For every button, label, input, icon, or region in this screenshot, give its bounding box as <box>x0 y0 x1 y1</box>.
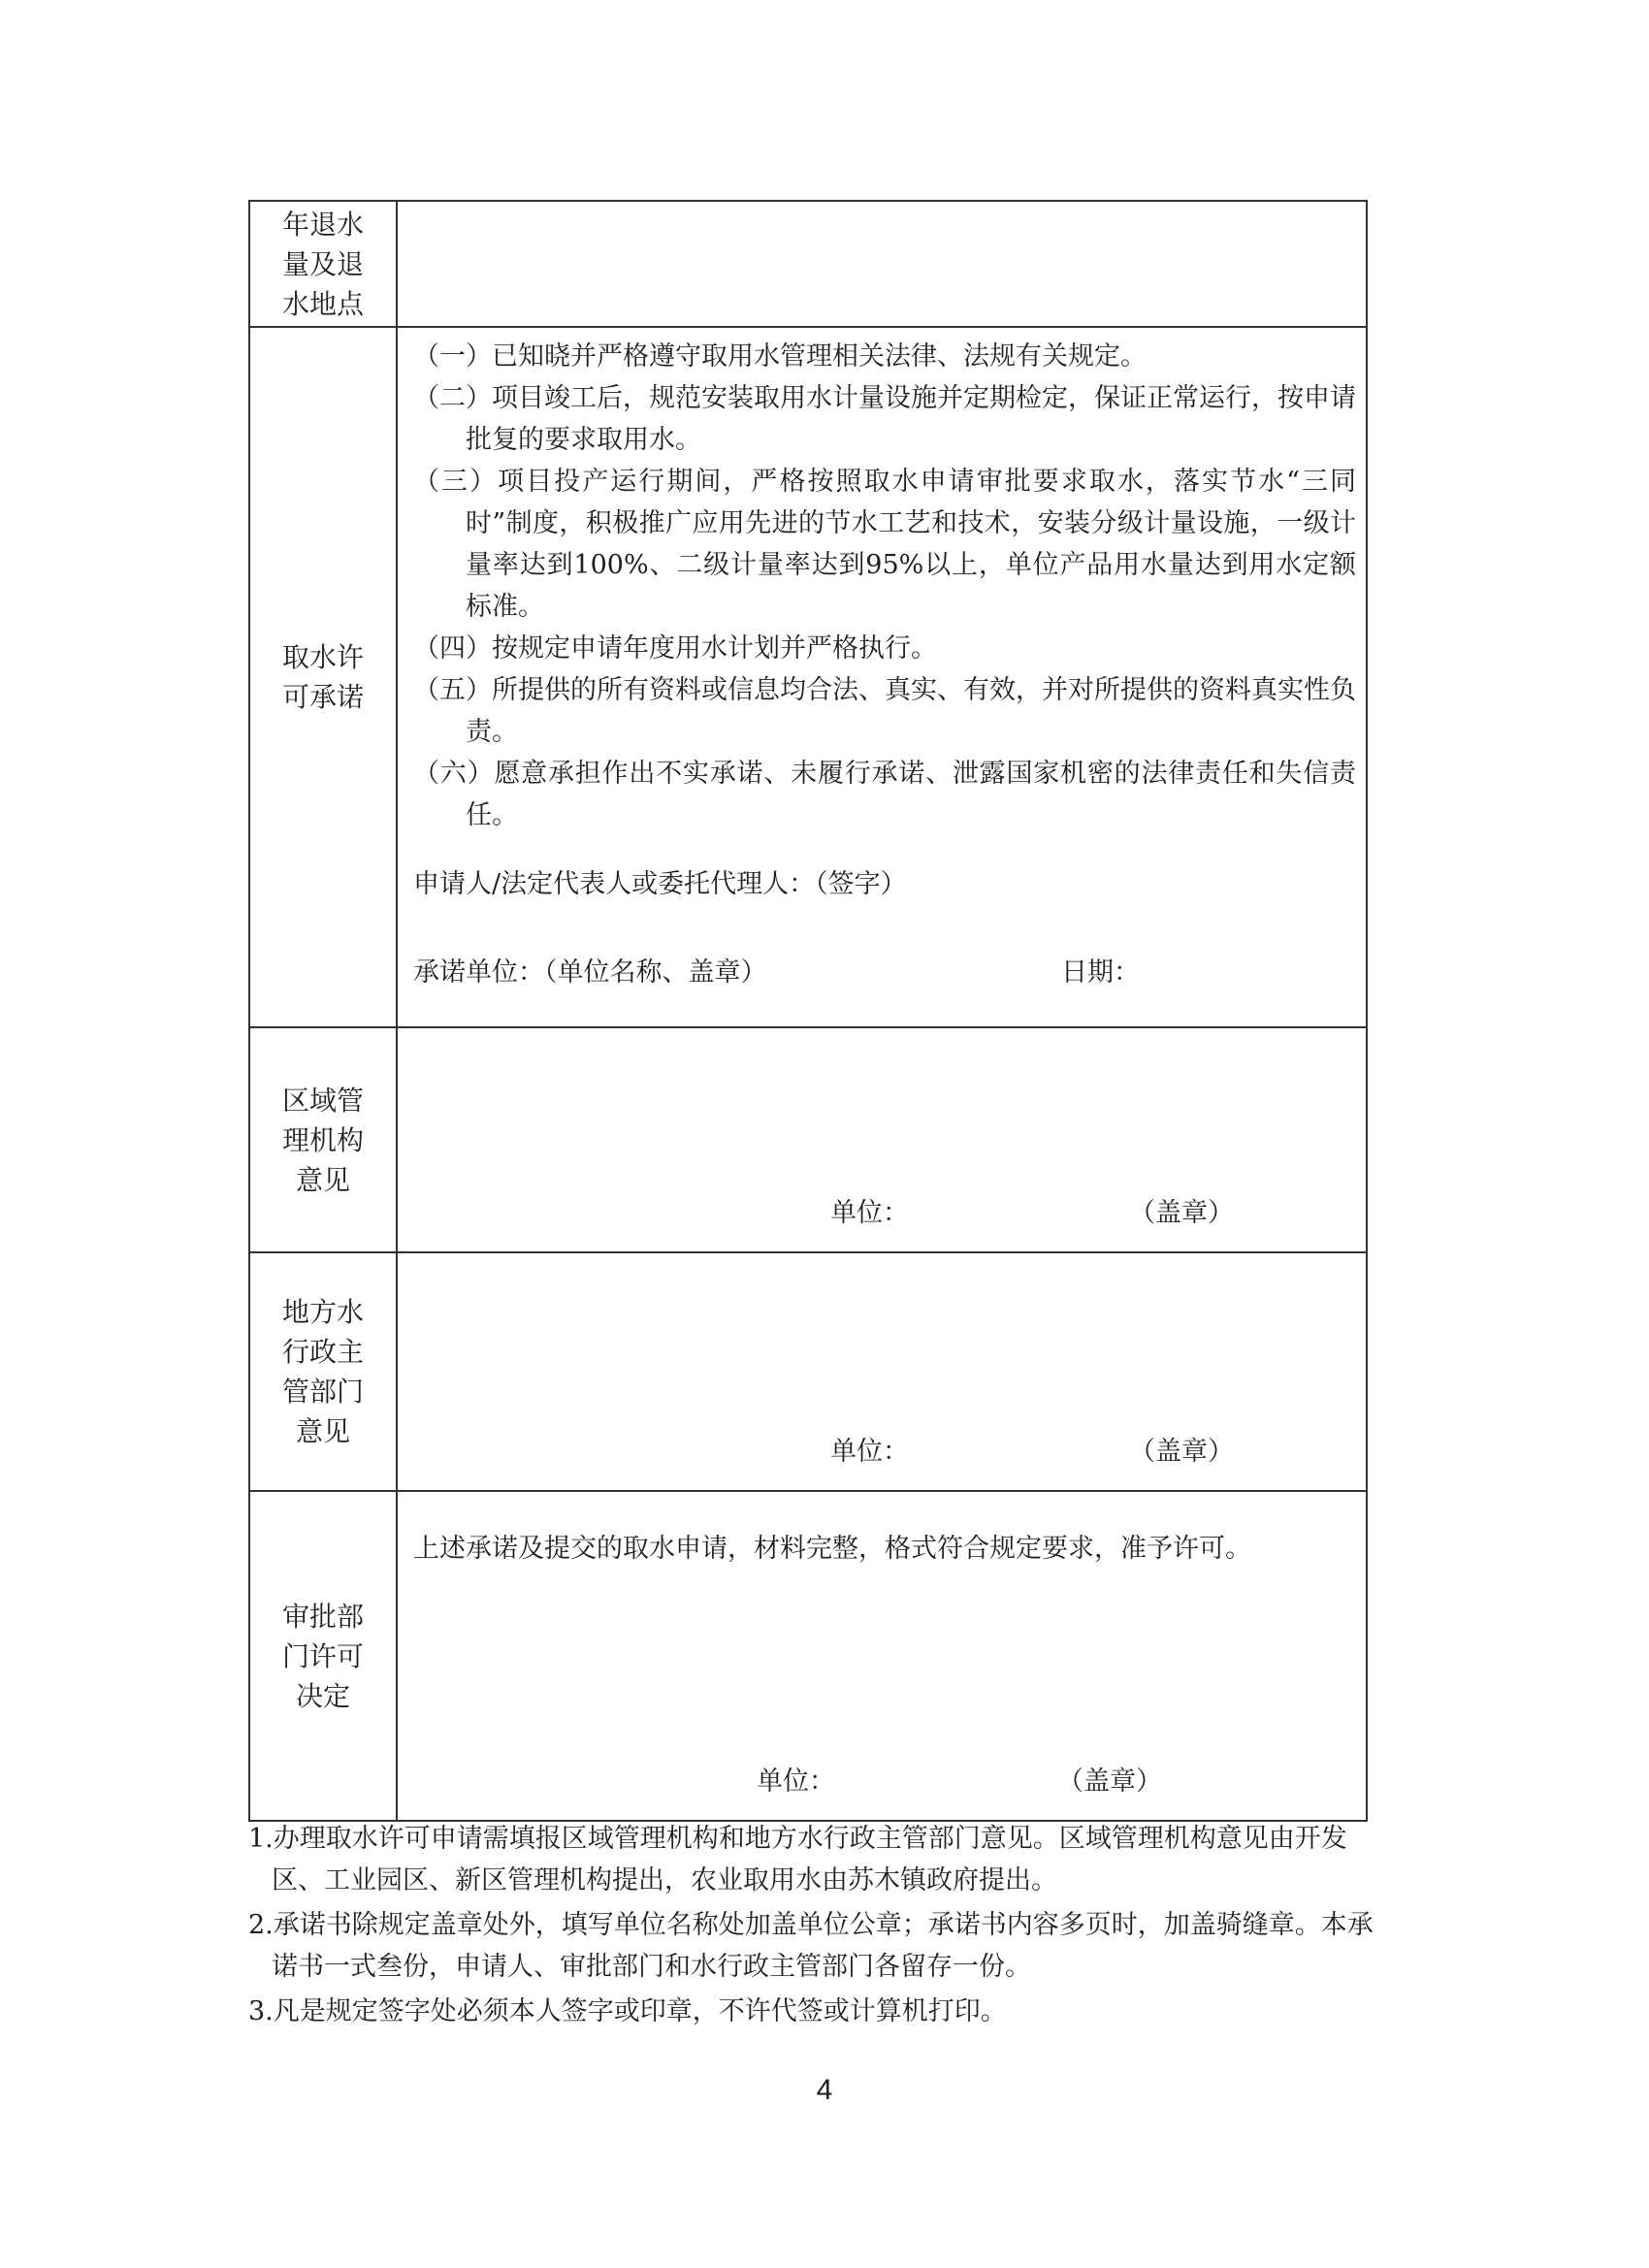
footnotes <box>248 1818 1374 2035</box>
water-permit-commitment-table <box>248 200 1368 1822</box>
row-label: 年退水量及退水地点 <box>281 208 364 320</box>
stamp-row <box>398 1191 1366 1230</box>
commitment-item: （五）所提供的所有资料或信息均合法、真实、有效，并对所提供的资料真实性负责。 <box>413 675 1356 747</box>
row-label: 审批部门许可决定 <box>281 1600 364 1712</box>
stamp-row <box>398 1430 1366 1469</box>
row-regional <box>249 1027 1367 1252</box>
label-cell <box>249 1252 397 1491</box>
stamp-row <box>398 1760 1366 1798</box>
row-local <box>249 1252 1367 1491</box>
regional-opinion-field[interactable] <box>397 1027 1367 1252</box>
approval-decision-field[interactable] <box>397 1491 1367 1821</box>
local-opinion-field[interactable] <box>397 1252 1367 1491</box>
commitment-unit-field[interactable]: 承诺单位：（单位名称、盖章） <box>413 957 767 988</box>
label-cell <box>249 327 397 1027</box>
footnote: 3.凡是规定签字处必须本人签字或印章，不许代签或计算机打印。 <box>248 1996 1007 2026</box>
page-number: 4 <box>816 2074 833 2106</box>
label-cell <box>249 201 397 327</box>
date-field[interactable]: 日期： <box>1061 957 1140 988</box>
seal-label: （盖章） <box>1057 1766 1162 1797</box>
row-approval <box>249 1491 1367 1821</box>
return-water-field[interactable] <box>397 201 1367 327</box>
commitment-list <box>398 328 1366 993</box>
commitment-item: （二）项目竣工后，规范安装取用水计量设施并定期检定，保证正常运行，按申请批复的要求取用水。 <box>413 383 1356 455</box>
unit-label: 单位： <box>757 1766 835 1797</box>
row-label: 取水许可承诺 <box>281 641 364 713</box>
seal-label: （盖章） <box>1129 1437 1234 1467</box>
footnote: 2.承诺书除规定盖章处外，填写单位名称处加盖单位公章；承诺书内容多页时，加盖骑缝章。本承诺书一式叁份，申请人、审批部门和水行政主管部门各留存一份。 <box>248 1910 1374 1982</box>
label-cell <box>249 1027 397 1252</box>
label-cell <box>249 1491 397 1821</box>
seal-label: （盖章） <box>1129 1198 1234 1228</box>
signature-field[interactable]: 申请人/法定代表人或委托代理人：（签字） <box>413 869 907 899</box>
footnote: 1.办理取水许可申请需填报区域管理机构和地方水行政主管部门意见。区域管理机构意见由开发区、工业园区、新区管理机构提出，农业取用水由苏木镇政府提出。 <box>248 1824 1347 1895</box>
row-return-water <box>249 201 1367 327</box>
commitment-item: （一）已知晓并严格遵守取用水管理相关法律、法规有关规定。 <box>413 341 1147 372</box>
commitment-unit-line <box>413 952 1356 993</box>
unit-label: 单位： <box>830 1437 909 1467</box>
row-commitment <box>249 327 1367 1027</box>
unit-label: 单位： <box>830 1198 909 1228</box>
approval-text: 上述承诺及提交的取水申请，材料完整，格式符合规定要求，准予许可。 <box>413 1534 1251 1564</box>
commitment-item: （四）按规定申请年度用水计划并严格执行。 <box>413 633 937 664</box>
commitment-content <box>397 327 1367 1027</box>
row-label: 地方水行政主管部门意见 <box>281 1296 364 1447</box>
commitment-item: （六）愿意承担作出不实承诺、未履行承诺、泄露国家机密的法律责任和失信责任。 <box>413 759 1356 830</box>
row-label: 区域管理机构意见 <box>281 1084 364 1196</box>
commitment-item: （三）项目投产运行期间，严格按照取水申请审批要求取水，落实节水“三同时”制度，积极推广应用先进的节水工艺和技术，安装分级计量设施，一级计量率达到100%、二级计量率达到95%以上，单位产品用水量达到用水定额标准。 <box>413 467 1356 622</box>
